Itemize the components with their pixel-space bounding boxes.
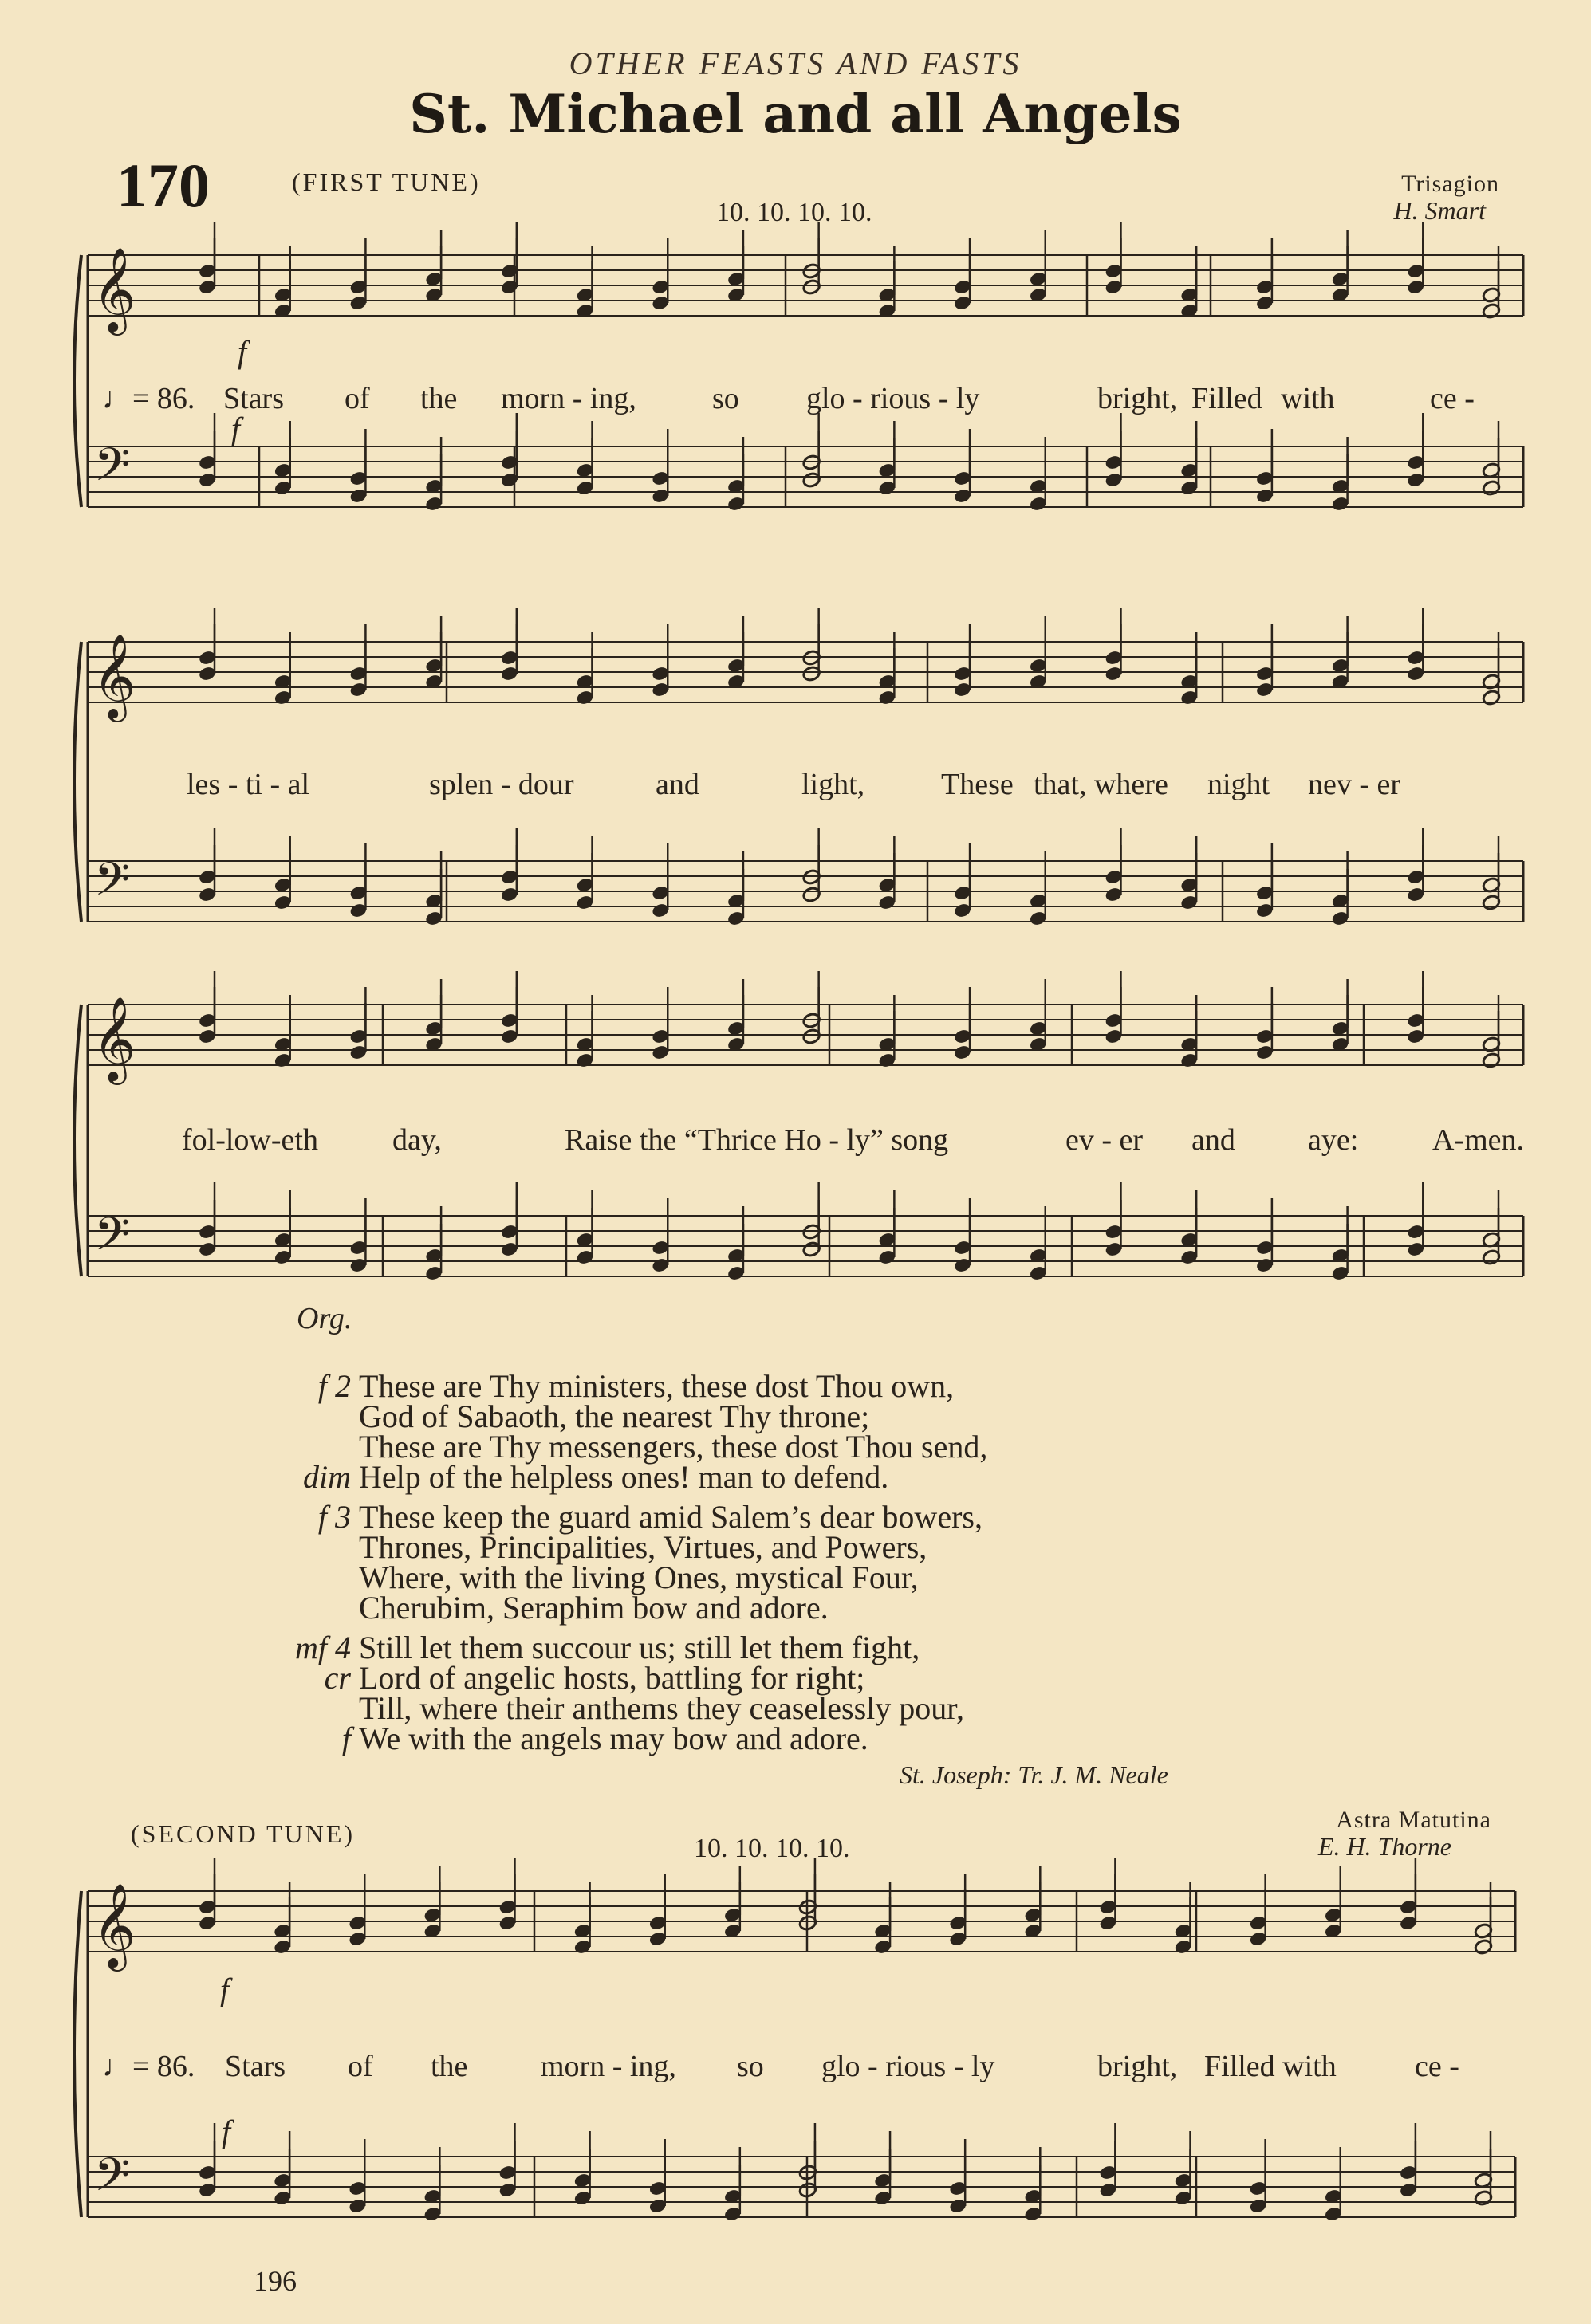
verse-line: [324, 1660, 1396, 1696]
verse-line: [359, 1398, 1396, 1434]
verse-line-text: Help of the helpless ones! man to defend.: [359, 1459, 889, 1495]
hymn-number: 170: [116, 151, 210, 220]
lyric: aye:: [1308, 1123, 1359, 1157]
lyric: the: [420, 382, 458, 415]
lyric: morn - ing,: [501, 382, 636, 415]
verse: [303, 1368, 1396, 1495]
lyric: A-men.: [1432, 1123, 1525, 1157]
lyric: night: [1207, 768, 1270, 801]
first-tune-dynamic-bass: f: [231, 411, 241, 446]
lyric: Stars: [225, 2050, 286, 2083]
lyric: splen - dour: [429, 768, 574, 801]
clef-symbol: 𝄢: [94, 438, 131, 503]
attribution: St. Joseph: Tr. J. M. Neale: [900, 1760, 1168, 1789]
system-brace: [74, 255, 81, 507]
section-title: OTHER FEASTS AND FASTS: [569, 45, 1022, 81]
verse-line: [359, 1690, 1396, 1726]
lyric: bright,: [1097, 382, 1178, 415]
verse-line-text: God of Sabaoth, the nearest Thy throne;: [359, 1398, 870, 1434]
verse-line: [295, 1630, 1396, 1665]
second-tune-name: Astra Matutina: [1336, 1807, 1491, 1833]
lyric: the: [431, 2050, 468, 2083]
verse-line-text: We with the angels may bow and adore.: [359, 1720, 868, 1756]
organ-label: Org.: [297, 1302, 352, 1335]
lyric: so: [737, 2050, 764, 2083]
lyric: These: [941, 768, 1014, 801]
lyric: Filled with: [1204, 2050, 1337, 2083]
verse-line: [303, 1459, 1396, 1495]
lyric: nev - er: [1308, 768, 1401, 801]
second-tune-dynamic-bass: f: [222, 2114, 231, 2149]
second-tune-label: (SECOND TUNE): [131, 1819, 356, 1848]
verse-mark: dim: [303, 1459, 351, 1495]
verse-mark: f: [341, 1720, 351, 1756]
first-tune-tempo: ♩= 86.: [102, 382, 195, 415]
first-tune-label: (FIRST TUNE): [292, 167, 481, 196]
clef-symbol: 𝄞: [93, 633, 136, 718]
verse-line-text: Where, with the living Ones, mystical Four,: [359, 1559, 919, 1595]
verse-line-text: Still let them succour us; still let them fight,: [359, 1630, 920, 1665]
second-tune-composer: E. H. Thorne: [1317, 1832, 1451, 1861]
lyric: glo - rious - ly: [806, 382, 980, 415]
lyric: Filled: [1191, 382, 1262, 415]
system-brace: [74, 642, 81, 922]
lyric: morn - ing,: [541, 2050, 676, 2083]
lyric: bright,: [1097, 2050, 1178, 2083]
verse: [295, 1630, 1396, 1756]
lyric: that, where: [1034, 768, 1168, 801]
lyric: of: [345, 382, 370, 415]
verse-line: [359, 1559, 1396, 1595]
verse-mark: cr: [324, 1660, 351, 1696]
first-tune-composer: H. Smart: [1393, 196, 1486, 225]
system-brace: [74, 1005, 81, 1276]
second-tune-tempo: ♩= 86.: [102, 2050, 195, 2083]
verse-line-text: These are Thy ministers, these dost Thou own,: [359, 1368, 955, 1404]
verse-line-text: These are Thy messengers, these dost Thou send,: [359, 1429, 988, 1465]
second-tune-dynamic-treble: f: [220, 1972, 230, 2007]
lyric: so: [712, 382, 739, 415]
clef-symbol: 𝄞: [93, 1882, 136, 1968]
verse-line-text: Cherubim, Seraphim bow and adore.: [359, 1590, 829, 1626]
lyric: glo - rious - ly: [821, 2050, 995, 2083]
second-tune-meter: 10. 10. 10. 10.: [694, 1834, 850, 1863]
clef-symbol: 𝄢: [94, 2148, 131, 2213]
verse-line-text: Lord of angelic hosts, battling for right;: [359, 1660, 865, 1696]
verse-text: [295, 1368, 1396, 1764]
lyric: ev - er: [1065, 1123, 1144, 1157]
verse-line: [341, 1720, 1396, 1756]
lyric: fol-low-eth: [182, 1123, 318, 1157]
verse-line-text: Thrones, Principalities, Virtues, and Powers,: [359, 1529, 927, 1565]
clef-symbol: 𝄞: [93, 246, 136, 332]
verse-line: [359, 1429, 1396, 1465]
first-tune-name: Trisagion: [1401, 171, 1499, 197]
verse-line: [359, 1529, 1396, 1565]
lyric: with: [1281, 382, 1335, 415]
clef-symbol: 𝄞: [93, 996, 136, 1081]
first-tune-dynamic-treble: f: [238, 334, 247, 370]
clef-symbol: 𝄢: [94, 1207, 131, 1272]
verse-line: [359, 1590, 1396, 1626]
clef-symbol: 𝄢: [94, 852, 131, 918]
lyric: Stars: [223, 382, 284, 415]
lyric: Raise the “Thrice Ho - ly” song: [565, 1123, 949, 1157]
lyric: les - ti - al: [187, 768, 310, 801]
verse-line: [317, 1368, 1396, 1404]
lyric: and: [1191, 1123, 1235, 1157]
verse-mark: mf 4: [295, 1630, 351, 1665]
verse-line-text: Till, where their anthems they ceaselessly pour,: [359, 1690, 964, 1726]
hymn-title: St. Michael and all Angels: [409, 83, 1182, 145]
lyric: and: [656, 768, 699, 801]
verse-line-text: These keep the guard amid Salem’s dear bowers,: [359, 1499, 983, 1535]
verse-mark: f 3: [317, 1499, 351, 1535]
lyric: day,: [392, 1123, 442, 1157]
verse-line: [317, 1499, 1396, 1535]
verse: [317, 1499, 1396, 1626]
verse-mark: f 2: [317, 1368, 351, 1404]
page-number: 196: [254, 2265, 297, 2297]
lyric: of: [348, 2050, 373, 2083]
lyric: light,: [801, 768, 865, 801]
first-tune-meter: 10. 10. 10. 10.: [716, 198, 872, 227]
lyric: ce -: [1415, 2050, 1459, 2083]
system-brace: [74, 1891, 81, 2217]
lyric: ce -: [1430, 382, 1475, 415]
